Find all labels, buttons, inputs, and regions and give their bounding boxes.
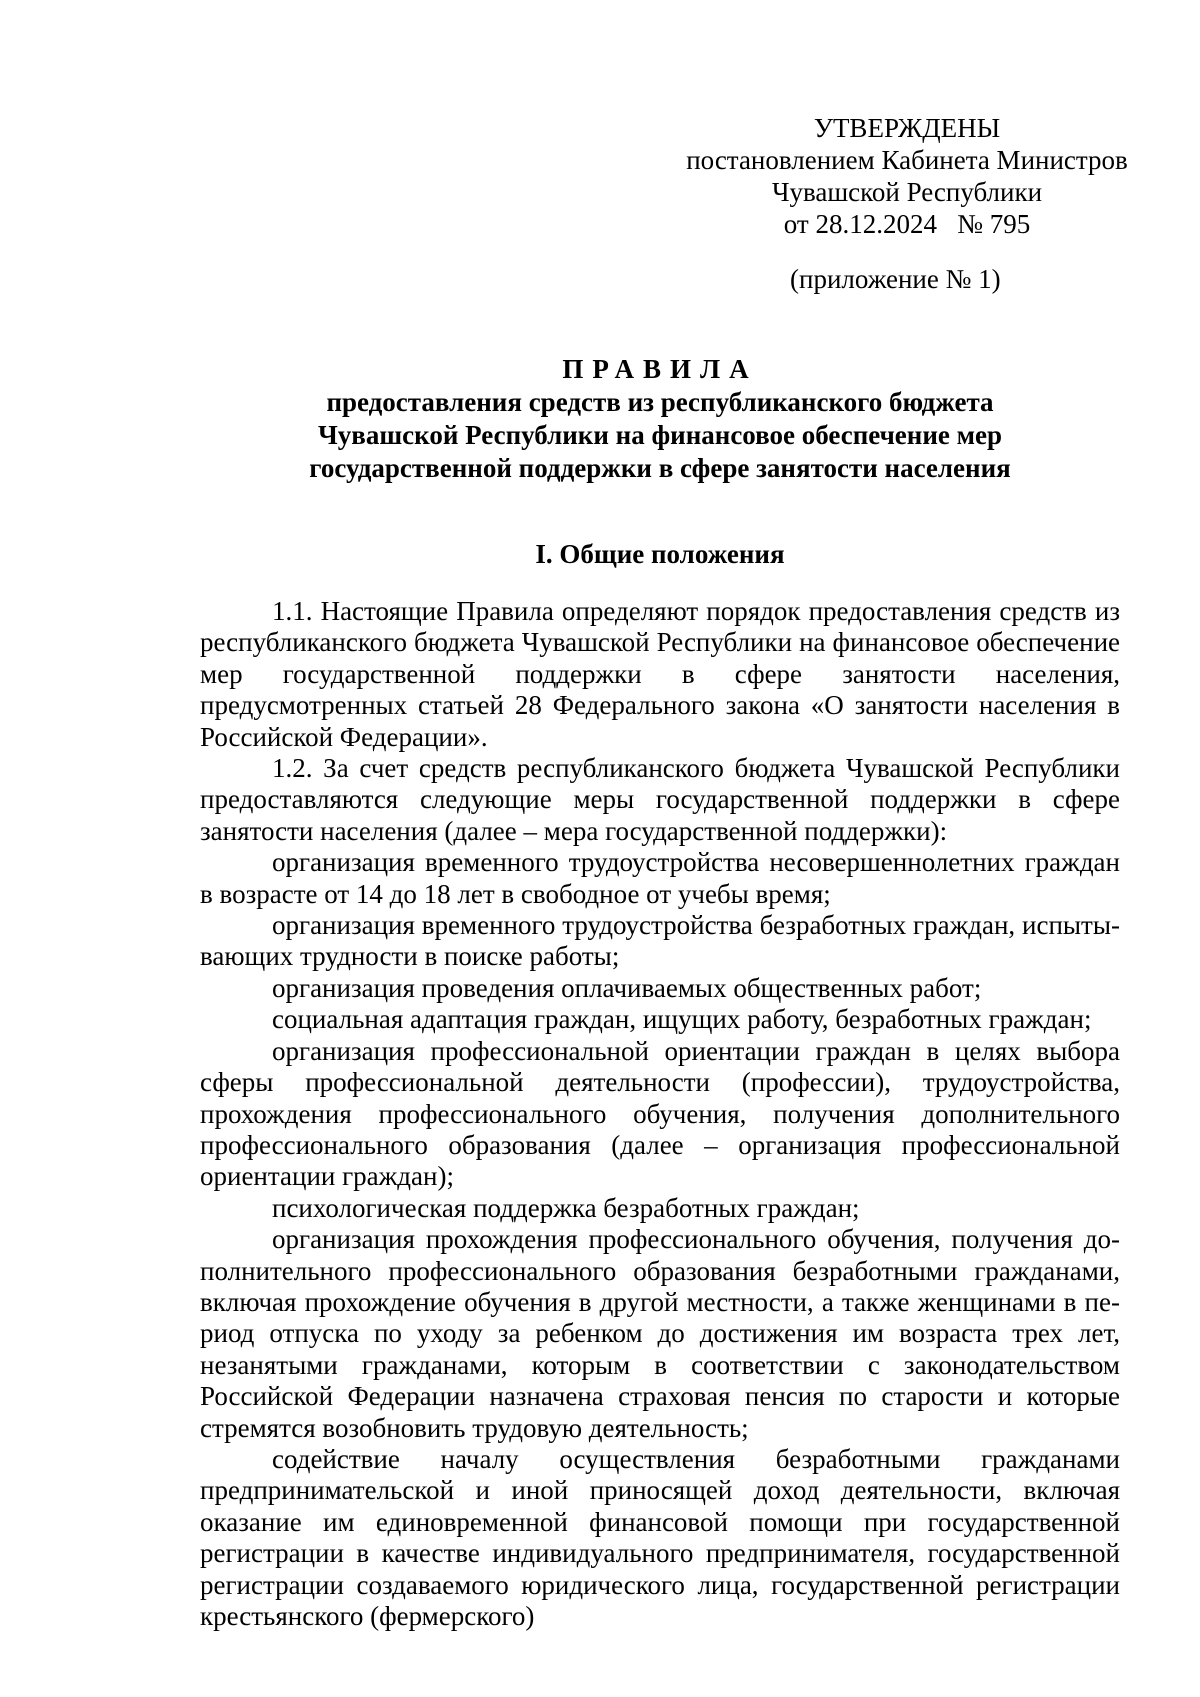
approval-region: Чувашской Республики bbox=[771, 177, 1043, 207]
list-item: организация профессиональной ориентации граждан в целях выбора сферы профессиональной деятельности (профессии), трудоустройства, прохождения профессионального обучения, получения дополнительного профессионального образования (далее – организация профессиональной ориентации граждан); bbox=[200, 1035, 1120, 1192]
approval-issuer: постановлением Кабинета Министров bbox=[686, 145, 1128, 175]
list-item: психологическая поддержка безработных граждан; bbox=[272, 1192, 860, 1223]
title-line-3: государственной поддержки в сфере занятости населения bbox=[309, 453, 1011, 483]
title-heading: ПРАВИЛА bbox=[562, 354, 758, 384]
document-title bbox=[200, 353, 1120, 485]
approval-date-number: от 28.12.2024 № 795 bbox=[783, 209, 1031, 239]
paragraph-1-2: 1.2. За счет средств республиканского бюджета Чувашской Республики предоставляются следующие меры государственной поддержки в сфере занятости населения (далее – мера государственной поддержки): bbox=[200, 753, 1120, 846]
paragraph-1-1: 1.1. Настоящие Правила определяют порядок предоставления средств из республиканского бюджета Чувашской Республики на финансовое обеспечение мер государственной поддержки в сфере занятости населения, предусмотренных статьей 28 Федерального закона «О занятости населения в Российской Федерации». bbox=[200, 596, 1120, 752]
title-line-2: Чувашской Республики на финансовое обеспечение мер bbox=[317, 420, 1003, 450]
title-line-1: предоставления средств из республиканского бюджета bbox=[326, 387, 994, 417]
list-item: содействие началу осуществления безработными гражданами предпринимательской и иной приносящей доход деятельности, включая оказание им единовременной финансовой помощи при государственной регистрации в качестве индивидуального предпринимателя, государственной регистрации создаваемого юридического лица, государственной регистрации крестьянского (фермерского) bbox=[200, 1443, 1120, 1631]
list-item: социальная адаптация граждан, ищущих работу, безработных граждан; bbox=[272, 1004, 1092, 1035]
approval-stamp-block bbox=[672, 112, 1142, 240]
document-body bbox=[200, 596, 1120, 1632]
list-item: организация прохождения профессионального обучения, получения дополнительного профессионального образования безработными гражданами, включая прохождение обучения в другой местности, а также женщинами в период отпуска по уходу за ребенком до достижения им возраста трех лет, незанятыми гражданами, которым в соответствии с законодательством Российской Федерации назначена страховая пенсия по старости и которые стремятся возобновить трудовую деятельность; bbox=[200, 1224, 1120, 1443]
approval-label: УТВЕРЖДЕНЫ bbox=[813, 113, 1001, 143]
list-item: организация временного трудоустройства несовершеннолетних граждан в возрасте от 14 до 18 лет в свободное от учебы время; bbox=[200, 847, 1120, 909]
list-item: организация проведения оплачиваемых общественных работ; bbox=[272, 972, 982, 1003]
list-item: организация временного трудоустройства безработных граждан, испытывающих трудности в поиске работы; bbox=[200, 910, 1120, 972]
section-heading: I. Общие положения bbox=[535, 539, 785, 569]
appendix-note: (приложение № 1) bbox=[790, 264, 1001, 294]
